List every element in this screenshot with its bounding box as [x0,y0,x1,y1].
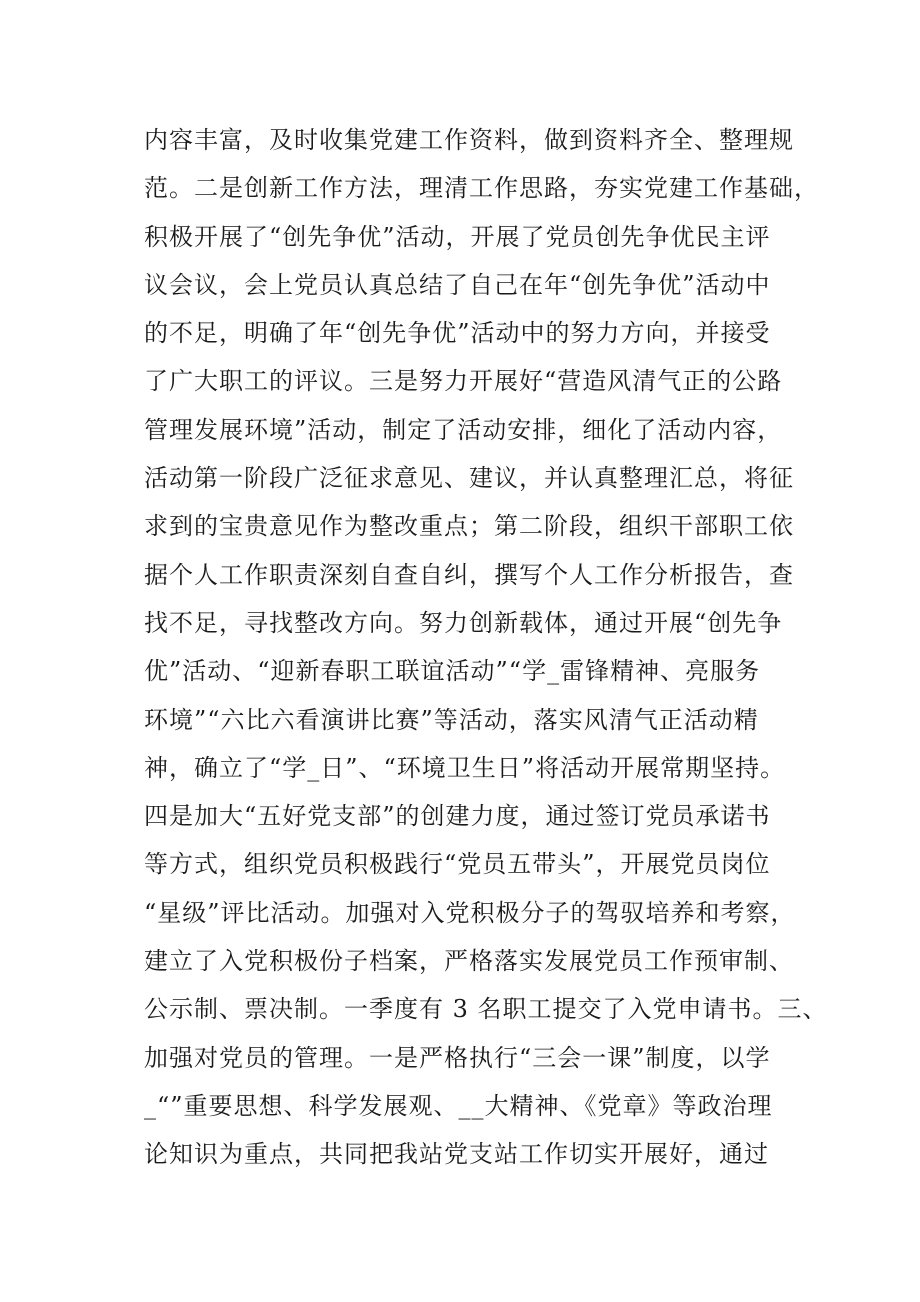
text-line: 四是加大“五好党支部”的创建力度，通过签订党员承诺书 [144,802,771,831]
text-line: 等方式，组织党员积极践行“党员五带头”，开展党员岗位 [144,850,771,879]
text-line: 优”活动、“迎新春职工联谊活动”“学_雷锋精神、亮服务 [144,657,761,686]
text-line: 了广大职工的评议。三是努力开展好“营造风清气正的公路 [144,367,783,396]
text-line: 环境”“六比六看演讲比赛”等活动，落实风清气正活动精 [144,705,759,734]
text-line: 加强对党员的管理。一是严格执行“三会一课”制度，以学 [144,1043,771,1072]
text-line: 的不足，明确了年“创先争优”活动中的努力方向，并接受 [144,319,771,348]
text-line: _“”重要思想、科学发展观、__大精神、《党章》等政治理 [144,1091,773,1120]
text-line: 神，确立了“学_日”、“环境卫生日”将活动开展常期坚持。 [144,753,786,782]
text-line: 活动第一阶段广泛征求意见、建议，并认真整理汇总，将征 [144,464,794,493]
text-line: 求到的宝贵意见作为整改重点；第二阶段，组织干部职工依 [144,512,794,541]
text-line: 论知识为重点，共同把我站党支站工作切实开展好，通过 [144,1140,769,1169]
body-text [144,116,828,1179]
text-line: 范。二是创新工作方法，理清工作思路，夯实党建工作基础， [144,174,819,203]
text-line: 内容丰富，及时收集党建工作资料，做到资料齐全、整理规 [144,126,794,154]
text-line: 找不足，寻找整改方向。努力创新载体，通过开展“创先争 [144,608,783,637]
text-line: 积极开展了“创先争优”活动，开展了党员创先争优民主评 [144,222,771,251]
text-line: 管理发展环境”活动，制定了活动安排，细化了活动内容， [144,415,783,444]
text-line: “星级”评比活动。加强对入党积极分子的驾驭培养和考察， [144,898,796,927]
text-line: 议会议，会上党员认真总结了自己在年“创先争优”活动中 [144,270,771,299]
text-line: 据个人工作职责深刻自查自纠，撰写个人工作分析报告，查 [144,560,794,589]
text-line: 公示制、票决制。一季度有 3 名职工提交了入党申请书。三、 [144,995,828,1024]
text-line: 建立了入党积极份子档案，严格落实发展党员工作预审制、 [144,947,794,976]
